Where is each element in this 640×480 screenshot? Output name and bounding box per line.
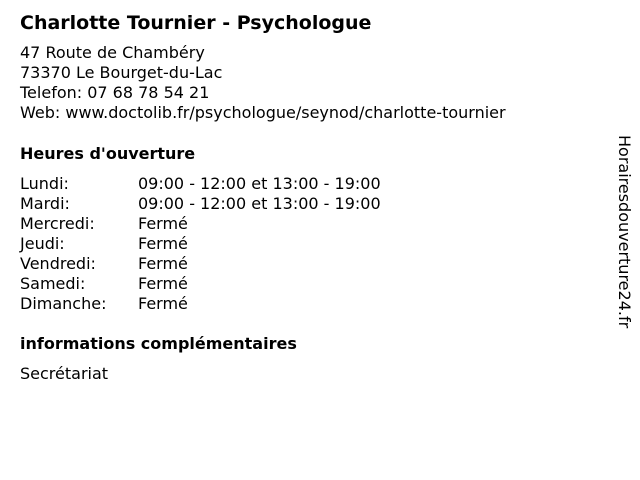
website-link: Web: www.doctolib.fr/psychologue/seynod/charlotte-tournier [20, 103, 506, 122]
time-value: Fermé [138, 234, 188, 253]
time-value: Fermé [138, 294, 188, 313]
day-label: Dimanche: [20, 294, 107, 313]
site-watermark: Horairesdouverture24.fr [615, 135, 634, 329]
address-city: 73370 Le Bourget-du-Lac [20, 63, 223, 82]
hours-row-monday [20, 174, 580, 194]
page-title: Charlotte Tournier - Psychologue [20, 12, 372, 34]
hours-row-wednesday [20, 214, 580, 234]
hours-row-friday [20, 254, 580, 274]
time-value: 09:00 - 12:00 et 13:00 - 19:00 [138, 194, 381, 213]
day-label: Mercredi: [20, 214, 95, 233]
day-label: Lundi: [20, 174, 69, 193]
time-value: Fermé [138, 274, 188, 293]
hours-row-sunday [20, 294, 580, 314]
day-label: Samedi: [20, 274, 86, 293]
time-value: Fermé [138, 214, 188, 233]
additional-info-text: Secrétariat [20, 364, 109, 383]
address-street: 47 Route de Chambéry [20, 43, 205, 62]
address-block [20, 43, 506, 123]
additional-info-heading: informations complémentaires [20, 334, 297, 353]
opening-hours-table [20, 174, 580, 314]
phone-number: Telefon: 07 68 78 54 21 [20, 83, 210, 102]
hours-row-tuesday [20, 194, 580, 214]
time-value: Fermé [138, 254, 188, 273]
hours-row-saturday [20, 274, 580, 294]
hours-row-thursday [20, 234, 580, 254]
day-label: Jeudi: [20, 234, 65, 253]
hours-heading: Heures d'ouverture [20, 144, 196, 163]
time-value: 09:00 - 12:00 et 13:00 - 19:00 [138, 174, 381, 193]
day-label: Mardi: [20, 194, 70, 213]
day-label: Vendredi: [20, 254, 96, 273]
